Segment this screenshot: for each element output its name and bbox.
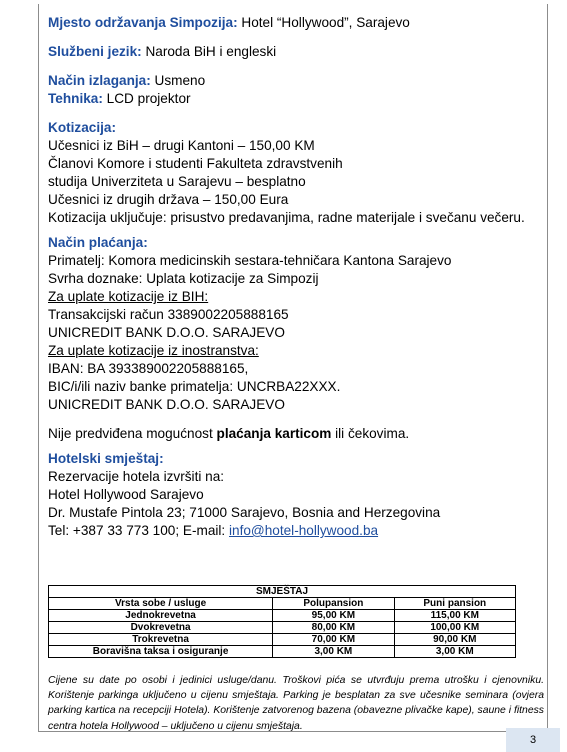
table-title: SMJEŠTAJ (49, 586, 516, 598)
hotel-heading: Hotelski smještaj: (48, 451, 164, 466)
technique-value: LCD projektor (106, 91, 191, 106)
presentation-label: Način izlaganja: (48, 73, 151, 88)
table-header: Vrsta sobe / usluge (49, 598, 273, 610)
table-header: Puni pansion (394, 598, 515, 610)
accommodation-notes: Cijene su date po osobi i jedinici usluge/danu. Troškovi pića se utvrđuju prema utrošku i cjenovniku. Korištenje parkinga uključeno u cijenu smještaja. Parking je besplatan za sve učesnike seminara (ovjera parking kartica na recepciji Hotela). Korištenje zatvorenog bazena (obavezne plivačke kape), saune i fitness centra hotela Hollywood – uključeno u cijenu smještaja. (48, 675, 544, 732)
venue-value: Hotel “Hollywood”, Sarajevo (241, 15, 410, 30)
email-link[interactable]: info@hotel-hollywood.ba (229, 523, 379, 538)
hotel-line: Hotel Hollywood Sarajevo (48, 487, 204, 502)
table-cell: Dvokrevetna (49, 622, 273, 634)
table-row (49, 610, 516, 622)
table-row (49, 622, 516, 634)
payment-heading: Način plaćanja: (48, 235, 148, 250)
bih-account: Transakcijski račun 3389002205888165 (48, 307, 289, 322)
table-cell: 80,00 KM (273, 622, 394, 634)
table-cell: 90,00 KM (394, 634, 515, 646)
card-note-post: ili čekovima. (331, 426, 410, 441)
presentation-line (48, 72, 548, 90)
table-cell: 115,00 KM (394, 610, 515, 622)
accommodation-table (48, 585, 516, 658)
bih-bank: UNICREDIT BANK D.O.O. SARAJEVO (48, 325, 285, 340)
hotel-line: Rezervacije hotela izvršiti na: (48, 469, 225, 484)
abroad-bank: UNICREDIT BANK D.O.O. SARAJEVO (48, 397, 285, 412)
language-label: Službeni jezik: (48, 44, 142, 59)
table-row (49, 634, 516, 646)
hotel-line: Dr. Mustafe Pintola 23; 71000 Sarajevo, Bosnia and Herzegovina (48, 505, 441, 520)
bic: BIC/i/ili naziv banke primatelja: UNCRBA22XXX. (48, 379, 341, 394)
table-cell: 95,00 KM (273, 610, 394, 622)
table-cell: 70,00 KM (273, 634, 394, 646)
phone-text: Tel: +387 33 773 100; E-mail: (48, 523, 229, 538)
table-cell: 3,00 KM (273, 646, 394, 658)
fee-line: Učesnici iz BiH – drugi Kantoni – 150,00 KM (48, 138, 315, 153)
fee-heading: Kotizacija: (48, 120, 116, 135)
venue-line (48, 14, 548, 32)
table-cell: 3,00 KM (394, 646, 515, 658)
technique-line (48, 90, 548, 108)
card-note-bold: plaćanja karticom (216, 426, 332, 441)
fee-line: Kotizacija uključuje: prisustvo predavanjima, radne materijale i svečanu večeru. (48, 210, 525, 225)
table-header: Polupansion (273, 598, 394, 610)
page-number: 3 (506, 728, 560, 752)
language-value: Naroda BiH i engleski (145, 44, 277, 59)
card-payment-note (48, 425, 548, 443)
table-cell: Trokrevetna (49, 634, 273, 646)
table-cell: 100,00 KM (394, 622, 515, 634)
card-note-pre: Nije predviđena mogućnost (48, 426, 217, 441)
presentation-value: Usmeno (154, 73, 206, 88)
language-line (48, 43, 548, 61)
table-row (49, 646, 516, 658)
table-cell: Boravišna taksa i osiguranje (49, 646, 273, 658)
iban: IBAN: BA 393389002205888165, (48, 361, 249, 376)
payment-purpose: Svrha doznake: Uplata kotizacije za Simpozij (48, 271, 319, 286)
technique-label: Tehnika: (48, 91, 103, 106)
table-cell: Jednokrevetna (49, 610, 273, 622)
main-content (48, 14, 548, 540)
bih-payment-heading: Za uplate kotizacije iz BIH: (48, 289, 209, 304)
abroad-payment-heading: Za uplate kotizacije iz inostranstva: (48, 343, 259, 358)
hotel-contact (48, 522, 548, 540)
table-header-row (49, 598, 516, 610)
venue-label: Mjesto održavanja Simpozija: (48, 15, 238, 30)
fee-line: Članovi Komore i studenti Fakulteta zdravstvenih (48, 156, 343, 171)
fee-line: studija Univerziteta u Sarajevu – besplatno (48, 174, 306, 189)
payment-recipient: Primatelj: Komora medicinskih sestara-tehničara Kantona Sarajevo (48, 253, 452, 268)
fee-line: Učesnici iz drugih država – 150,00 Eura (48, 192, 289, 207)
